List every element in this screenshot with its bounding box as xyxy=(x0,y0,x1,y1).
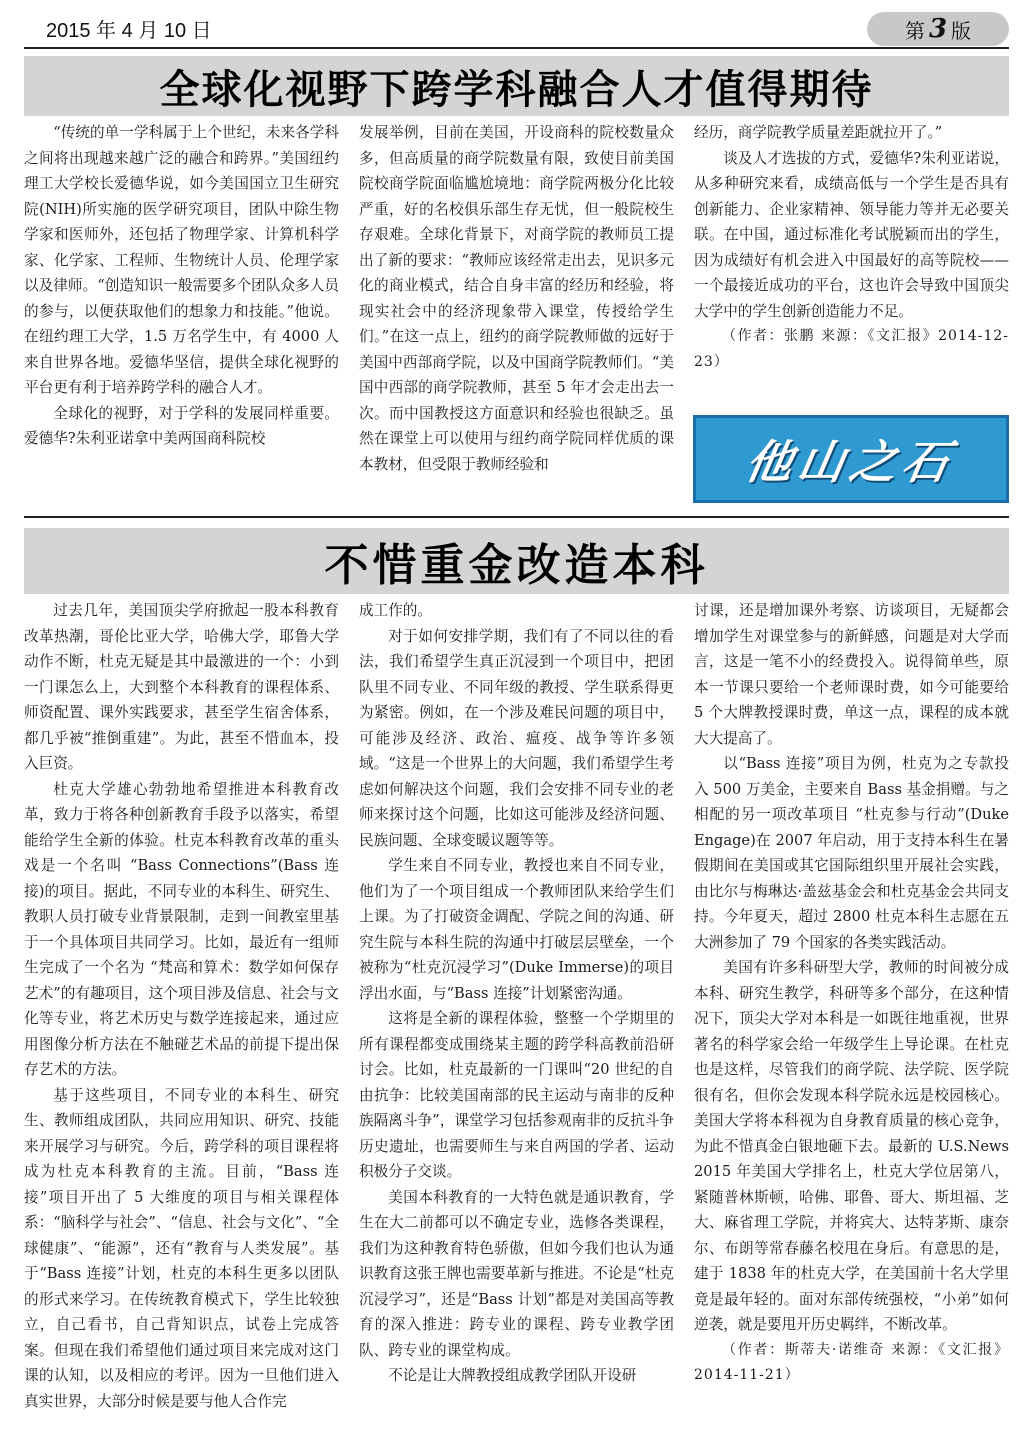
article1-headline-box xyxy=(24,56,1009,116)
article2-column-2 xyxy=(359,598,674,1443)
article1-paragraph: 谈及人才选拔的方式，爱德华?朱利亚诺说，从多种研究来看，成绩高低与一个学生是否具有创新能力、企业家精神、领导能力等并无必要关联。在中国，通过标准化考试脱颖而出的学生，因为成绩好有机会进入中国最好的高等院校——一个最接近成功的平台，这也许会导致中国顶尖大学中的学生创新创造能力不足。 xyxy=(694,149,1009,320)
article2-paragraph: 对于如何安排学期，我们有了不同以往的看法，我们希望学生真正沉浸到一个项目中，把团队里不同专业、不同年级的教授、学生联系得更为紧密。例如，在一个涉及难民问题的项目中，可能涉及经济、政治、瘟疫、战争等许多领域。“这是一个世界上的大问题，我们希望学生考虑如何解决这个问题，我们会安排不同专业的老师来探讨这个问题，比如这可能涉及经济问题、民族问题、全球变暖议题等等。 xyxy=(359,627,674,849)
article2-paragraph: 过去几年，美国顶尖学府掀起一股本科教育改革热潮，哥伦比亚大学，哈佛大学，耶鲁大学动作不断，杜克无疑是其中最激进的一个：小到一门课怎么上，大到整个本科教育的课程体系、师资配置、课外实践要求，甚至学生宿舍体系，都几乎被“推倒重建”。为此，甚至不惜血本，投入巨资。 xyxy=(24,602,339,772)
article2-byline: （作者：斯蒂夫·诺维奇 来源：《文汇报》2014-11-21） xyxy=(694,1341,1009,1383)
article2-paragraph: 这将是全新的课程体验，整整一个学期里的所有课程都变成围绕某主题的跨学科高教前沿研讨会。比如，杜克最新的一门课叫“20 世纪的自由抗争：比较美国南部的民主运动与南非的反种族隔离斗争”，课堂学习包括参观南非的反抗斗争历史遗址，也需要师生与来自两国的学者、运动积极分子交谈。 xyxy=(359,1010,674,1180)
article1-byline: （作者：张鹏 来源：《文汇报》2014-12-23） xyxy=(694,328,1009,370)
article2-column-3 xyxy=(694,598,1009,1443)
article2-headline: 不惜重金改造本科 xyxy=(324,540,709,591)
article2-paragraph: 杜克大学雄心勃勃地希望推进本科教育改革，致力于将各种创新教育手段予以落实，希望能给学生全新的体验。杜克本科教育改革的重头戏是一个名叫 “Bass Connections”(Bass 连接)的项目。据此，不同专业的本科生、研究生、教职人员打破专业背景限制，走到一间教室里基于一个具体项目共同学习。比如，最近有一组师生完成了一个名为 “梵高和算术：数学如何保存艺术”的有趣项目，这个项目涉及信息、社会与文化等专业，将艺术历史与数学连接起来，通过应用图像分析方法在不触碰艺术品的前提下提出保存艺术的方法。 xyxy=(24,780,339,1078)
article2-paragraph: 学生来自不同专业，教授也来自不同专业，他们为了一个项目组成一个教师团队来给学生们上课。为了打破资金调配、学院之间的沟通、研究生院与本科生院的沟通中打破层层壁垒，一个被称为“杜克沉浸学习”(Duke Immerse)的项目浮出水面，与“Bass 连接”计划紧密沟通。 xyxy=(359,857,674,1002)
page-number-badge xyxy=(867,12,1009,46)
article2-paragraph: 成工作的。 xyxy=(359,602,432,619)
issue-date: 2015 年 4 月 10 日 xyxy=(46,20,212,42)
page-suffix: 版 xyxy=(951,18,972,43)
header-rule xyxy=(24,47,1009,49)
article1-column-2 xyxy=(359,120,674,510)
article2-paragraph: 基于这些项目，不同专业的本科生、研究生、教师组成团队，共同应用知识、研究、技能来开展学习与研究。今后，跨学科的项目课程将成为杜克本科教育的主流。目前，“Bass 连接”项目开出了 5 大维度的项目与相关课程体系：“脑科学与社会”、“信息、社会与文化”、“全球健康”、“能源”，还有“教育与人类发展”。基于“Bass 连接”计划，杜克的本科生更多以团队的形式来学习。在传统教育模式下，学生比较独立，自己看书，自己背知识点，试卷上完成答案。但现在我们希望他们通过项目来完成对这门课的认知，以及相应的考评。因为一旦他们进入真实世界，大部分时候是要与他人合作完 xyxy=(24,1086,339,1410)
page-header xyxy=(24,10,1009,46)
column-logo xyxy=(693,415,1009,503)
article1-paragraph: 全球化的视野，对于学科的发展同样重要。爱德华?朱利亚诺拿中美两国商科院校 xyxy=(24,404,339,447)
article1-headline: 全球化视野下跨学科融合人才值得期待 xyxy=(159,65,874,113)
article2-paragraph: 美国有许多科研型大学，教师的时间被分成本科、研究生教学，科研等多个部分，在这种情况下，顶尖大学对本科是一如既往地重视，世界著名的科学家会给一年级学生上导论课。在杜克也是这样，尽管我们的商学院、法学院、医学院很有名，但你会发现本科学院永远是校园核心。美国大学将本科视为自身教育质量的核心竞争，为此不惜真金白银地砸下去。最新的 U.S.News 2015 年美国大学排名上，杜克大学位居第八，紧随普林斯顿，哈佛、耶鲁、哥大、斯坦福、芝大、麻省理工学院，并将宾大、达特茅斯、康奈尔、布朗等常春藤名校甩在身后。有意思的是，建于 1838 年的杜克大学，在美国前十名大学里竟是最年轻的。面对东部传统强校，“小弟”如何逆袭，就是要甩开历史羁绊，不断改革。 xyxy=(694,959,1009,1333)
page-number: 3 xyxy=(928,14,948,44)
article2-paragraph: 美国本科教育的一大特色就是通识教育，学生在大二前都可以不确定专业，选修各类课程，我们为这种教育特色骄傲，但如今我们也认为通识教育这张王牌也需要革新与推进。不论是“杜克沉浸学习”，还是“Bass 计划”都是对美国高等教育的深入推进：跨专业的课程、跨专业教学团队、跨专业的课堂构成。 xyxy=(359,1188,674,1359)
article2-paragraph: 不论是让大牌教授组成教学团队开设研 xyxy=(388,1367,637,1384)
article1-paragraph: “传统的单一学科属于上个世纪，未来各学科之间将出现越来越广泛的融合和跨界。”美国纽约理工大学校长爱德华说，如今美国国立卫生研究院(NIH)所实施的医学研究项目，团队中除生物学家和医师外，还包括了物理学家、计算机科学家、化学家、工程师、生物统计人员、伦理学家以及律师。“创造知识一般需要多个团队众多人员的参与，以便获取他们的想象力和技能。”他说。在纽约理工大学，1.5 万名学生中，有 4000 人来自世界各地。爱德华坚信，提供全球化视野的平台更有利于培养跨学科的融合人才。 xyxy=(24,124,339,396)
page-prefix: 第 xyxy=(904,18,925,43)
article2-paragraph: 以“Bass 连接”项目为例，杜克为之专款投入 500 万美金，主要来自 Bass 基金捐赠。与之相配的另一项改革项目 “杜克参与行动”(Duke Engage)在 2007 年启动，用于支持本科生在暑假期间在美国或其它国际组织里开展社会实践，由比尔与梅琳达·盖兹基金会和杜克基金会共同支持。今年夏天，超过 2800 杜克本科生志愿在五大洲参加了 79 个国家的各类实践活动。 xyxy=(694,755,1009,951)
article1-column-3 xyxy=(694,120,1009,410)
section-rule xyxy=(24,516,1009,518)
article1-paragraph: 发展举例，目前在美国，开设商科的院校数量众多，但高质量的商学院数量有限，致使目前美国院校商学院面临尴尬境地：商学院两极分化比较严重，好的名校俱乐部生存无忧，但一般院校生存艰难。全球化背景下，对商学院的教师员工提出了新的要求：“教师应该经常走出去，见识多元化的商业模式，结合自身丰富的经历和经验，将现实社会中的经济现象带入课堂，传授给学生们。”在这一点上，纽约的商学院教师做的远好于美国中西部商学院，以及中国商学院教师们。“美国中西部的商学院教师，甚至 5 年才会走出去一次。而中国教授这方面意识和经验也很缺乏。虽然在课堂上可以使用与纽约商学院同样优质的课本教材，但受限于教师经验和 xyxy=(359,124,674,473)
article2-headline-box xyxy=(24,528,1009,594)
article2-paragraph: 讨课，还是增加课外考察、访谈项目，无疑都会增加学生对课堂参与的新鲜感，问题是对大学而言，这是一笔不小的经费投入。说得简单些，原本一节课只要给一个老师课时费，如今可能要给 5 个大牌教授课时费，单这一点，课程的成本就大大提高了。 xyxy=(694,602,1009,747)
article1-column-1 xyxy=(24,120,339,510)
article2-column-1 xyxy=(24,598,339,1443)
column-logo-text: 他山之石 xyxy=(741,435,960,489)
article1-paragraph: 经历，商学院教学质量差距就拉开了。” xyxy=(694,124,943,141)
